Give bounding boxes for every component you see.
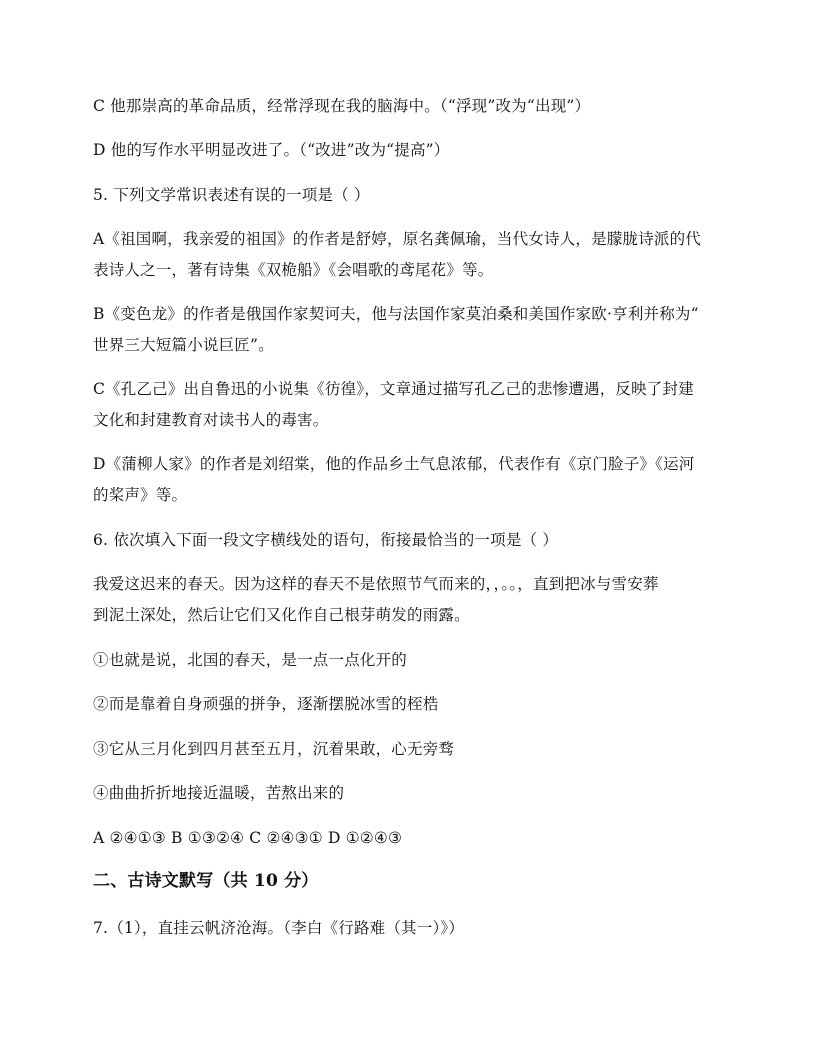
q5-option-b-line-2: 世界三大短篇小说巨匠”。 xyxy=(93,336,274,354)
section-heading: 二、古诗文默写（共 10 分） xyxy=(93,871,319,891)
q6-passage-line-2: 到泥土深处，然后让它们又化作自己根芽萌发的雨露。 xyxy=(93,606,470,624)
q5-option-a-line-1: A《祖国啊，我亲爱的祖国》的作者是舒婷，原名龚佩瑜，当代女诗人，是朦胧诗派的代 xyxy=(93,230,701,248)
q5-option-c-line-2: 文化和封建教育对读书人的毒害。 xyxy=(93,411,329,429)
question-5-stem: 5. 下列文学常识表述有误的一项是（ ） xyxy=(93,186,370,204)
option-d-line: D 他的写作水平明显改进了。（“改进”改为“提高”） xyxy=(93,141,450,159)
q6-answer-options: A ②④①③ B ①③②④ C ②④③① D ①②④③ xyxy=(93,829,403,847)
q5-option-c-line-1: C《孔乙己》出自鲁迅的小说集《彷徨》，文章通过描写孔乙己的悲惨遭遇，反映了封建 xyxy=(93,380,694,398)
q5-option-d-line-2: 的桨声》等。 xyxy=(93,486,188,504)
q5-option-a-line-2: 表诗人之一，著有诗集《双桅船》《会唱歌的鸢尾花》等。 xyxy=(93,261,494,279)
question-6-stem: 6. 依次填入下面一段文字横线处的语句，衔接最恰当的一项是（ ） xyxy=(93,531,559,549)
option-c-line: C 他那崇高的革命品质，经常浮现在我的脑海中。（“浮现”改为“出现”） xyxy=(93,97,591,115)
q6-sentence-1: ①也就是说，北国的春天，是一点一点化开的 xyxy=(93,651,408,669)
q5-option-b-line-1: B《变色龙》的作者是俄国作家契诃夫，他与法国作家莫泊桑和美国作家欧·亨利并称为“ xyxy=(93,305,699,323)
q6-sentence-4: ④曲曲折折地接近温暖，苦熬出来的 xyxy=(93,784,345,802)
q6-passage-line-1: 我爱这迟来的春天。因为这样的春天不是依照节气而来的，，。。，直到把冰与雪安葬 xyxy=(93,575,659,593)
q6-sentence-3: ③它从三月化到四月甚至五月，沉着果敢，心无旁骛 xyxy=(93,740,455,758)
q6-sentence-2: ②而是靠着自身顽强的拼争，逐渐摆脱冰雪的桎梏 xyxy=(93,695,439,713)
question-7-line: 7.（1），直挂云帆济沧海。（李白《行路难（其一）》） xyxy=(93,919,465,937)
q5-option-d-line-1: D《蒲柳人家》的作者是刘绍棠，他的作品乡土气息浓郁，代表作有《京门脸子》《运河 xyxy=(93,455,695,473)
